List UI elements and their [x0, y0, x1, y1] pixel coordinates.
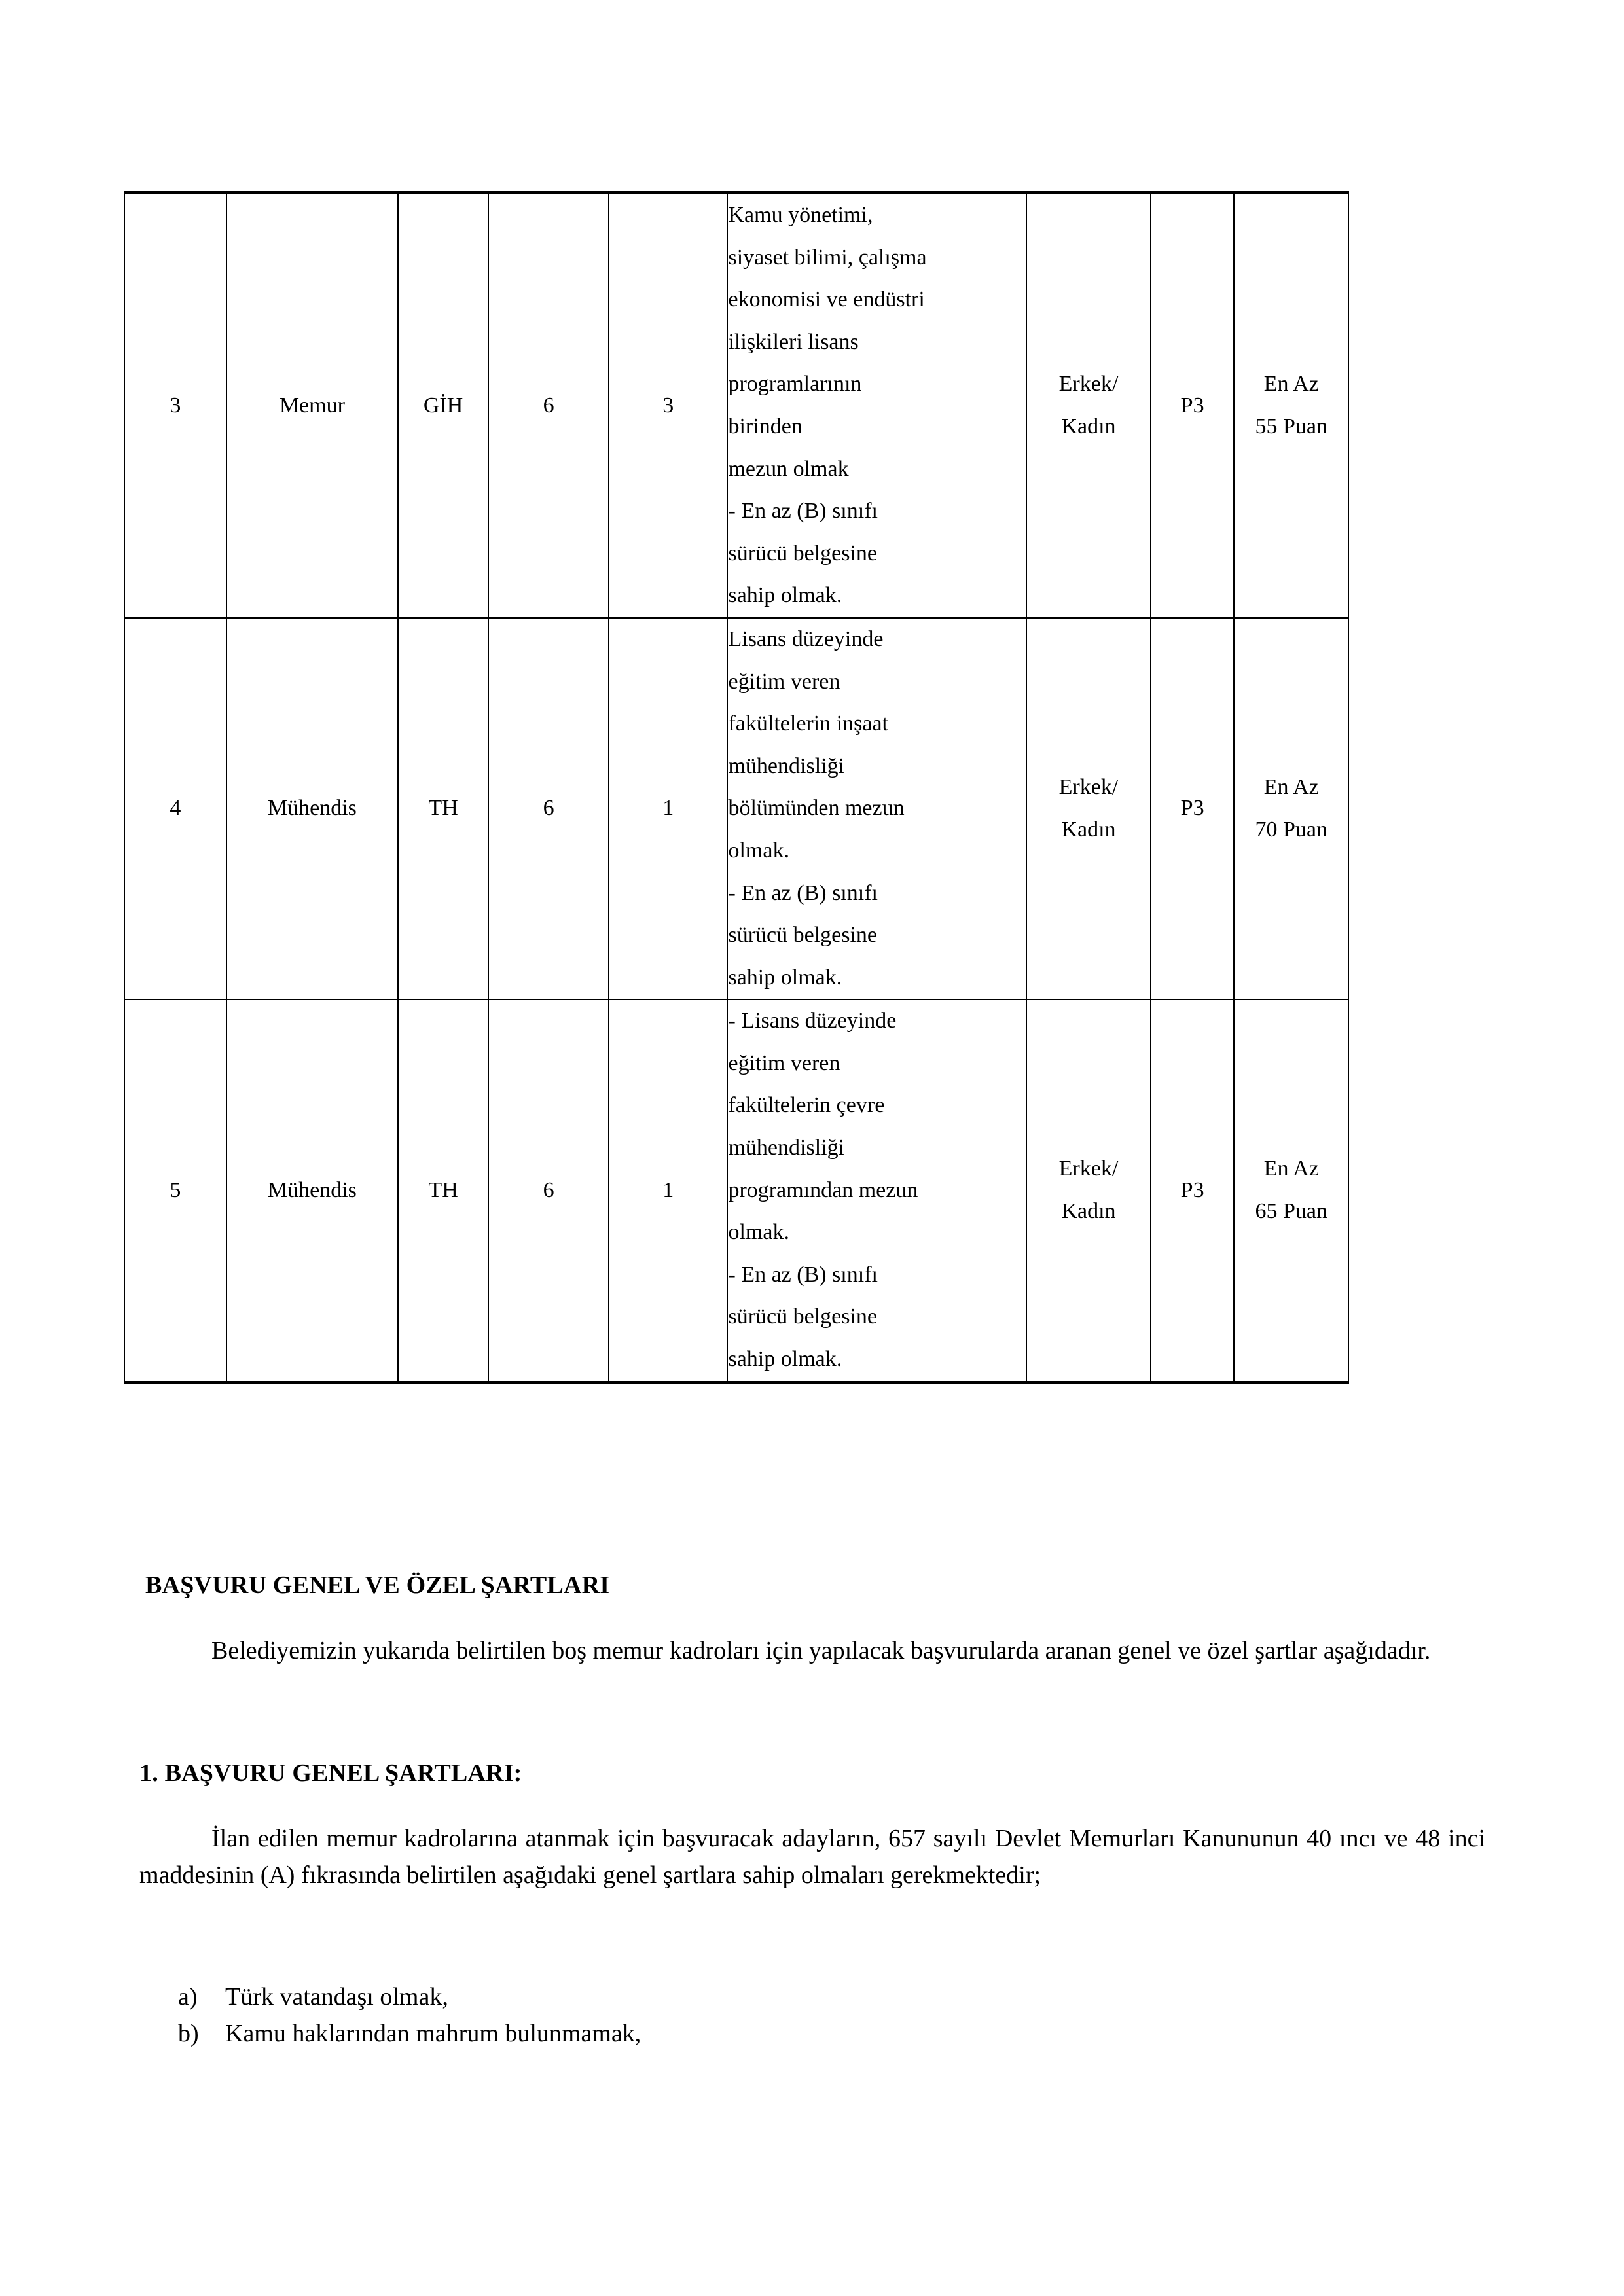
nitelik-line: programından mezun: [728, 1177, 918, 1202]
nitelik-line: sürücü belgesine: [728, 1304, 878, 1329]
nitelik-line: mühendisliği: [728, 753, 845, 778]
list-item: [178, 2016, 641, 2053]
nitelik-line: olmak.: [728, 1220, 789, 1245]
cinsiyet-line: Kadın: [1061, 414, 1116, 439]
cell-unvan: Mühendis: [226, 618, 398, 999]
section-heading-basvuru-genel-sartlari: 1. BAŞVURU GENEL ŞARTLARI:: [139, 1759, 522, 1787]
nitelik-line: programlarının: [728, 372, 862, 397]
table-row: [124, 618, 1348, 999]
cell-cinsiyet: [1026, 193, 1151, 618]
puan-line: En Az: [1263, 372, 1319, 397]
cell-derece: 6: [488, 618, 609, 999]
list-item-marker: b): [178, 2019, 199, 2047]
nitelik-line: mühendisliği: [728, 1136, 845, 1160]
nitelik-line: - Lisans düzeyinde: [728, 1009, 897, 1033]
puan-line: En Az: [1263, 775, 1319, 800]
puan-line: 70 Puan: [1255, 817, 1327, 842]
cinsiyet-line: Erkek/: [1058, 775, 1119, 800]
nitelik-line: olmak.: [728, 838, 789, 863]
cell-kpss-puani: [1234, 999, 1348, 1382]
list-item: [178, 1979, 641, 2016]
nitelik-line: sahip olmak.: [728, 583, 842, 608]
list-item-label: Kamu haklarından mahrum bulunmamak,: [225, 2019, 641, 2047]
cell-puan-turu: P3: [1151, 193, 1235, 618]
nitelik-line: fakültelerin çevre: [728, 1093, 885, 1118]
cell-kpss-puani: [1234, 193, 1348, 618]
table-row: [124, 999, 1348, 1382]
paragraph-ilan-edilen: İlan edilen memur kadrolarına atanmak için başvuracak adayların, 657 sayılı Devlet Memurları Kanununun 40 ıncı ve 48 inci maddesinin (A) fıkrasında belirtilen aşağıdaki genel şartlara sahip olmaları gerekmektedir;: [139, 1825, 1485, 1889]
nitelik-line: bölümünden mezun: [728, 796, 905, 821]
nitelik-line: Lisans düzeyinde: [728, 626, 884, 651]
genel-sartlar-list: [178, 1979, 641, 2053]
table-row: [124, 193, 1348, 618]
section-heading-basvuru-genel-ve-ozel-sartlari: BAŞVURU GENEL VE ÖZEL ŞARTLARI: [145, 1571, 610, 1599]
cell-derece: 6: [488, 999, 609, 1382]
cell-nitelikler: [727, 193, 1026, 618]
puan-line: En Az: [1263, 1157, 1319, 1181]
cell-nitelikler: [727, 618, 1026, 999]
cell-derece: 6: [488, 193, 609, 618]
nitelik-line: eğitim veren: [728, 1050, 840, 1075]
cell-sira-no: 4: [124, 618, 226, 999]
nitelik-line: sürücü belgesine: [728, 541, 878, 565]
nitelik-line: birinden: [728, 414, 803, 439]
puan-line: 55 Puan: [1255, 414, 1327, 439]
cell-sira-no: 5: [124, 999, 226, 1382]
cell-adet: 1: [609, 618, 727, 999]
cell-adet: 1: [609, 999, 727, 1382]
nitelik-line: sürücü belgesine: [728, 923, 878, 948]
cinsiyet-line: Erkek/: [1058, 1157, 1119, 1181]
cell-sinif: TH: [398, 618, 488, 999]
cell-cinsiyet: [1026, 618, 1151, 999]
nitelik-line: ilişkileri lisans: [728, 329, 859, 354]
nitelik-line: - En az (B) sınıfı: [728, 880, 878, 905]
nitelik-line: eğitim veren: [728, 669, 840, 694]
nitelik-line: sahip olmak.: [728, 1347, 842, 1372]
cinsiyet-line: Kadın: [1061, 817, 1116, 842]
cell-nitelikler: [727, 999, 1026, 1382]
kadro-table-container: [124, 191, 1349, 1384]
cell-adet: 3: [609, 193, 727, 618]
list-item-marker: a): [178, 1983, 198, 2011]
nitelik-line: ekonomisi ve endüstri: [728, 287, 925, 312]
cell-sinif: TH: [398, 999, 488, 1382]
cell-unvan: Memur: [226, 193, 398, 618]
nitelik-line: - En az (B) sınıfı: [728, 499, 878, 524]
nitelik-line: siyaset bilimi, çalışma: [728, 245, 927, 270]
nitelik-line: - En az (B) sınıfı: [728, 1262, 878, 1287]
kadro-table-body: [124, 193, 1348, 1383]
cell-sira-no: 3: [124, 193, 226, 618]
nitelik-line: mezun olmak: [728, 456, 849, 481]
paragraph-belediyemizin: Belediyemizin yukarıda belirtilen boş memur kadroları için yapılacak başvurularda aranan genel ve özel şartlar aşağıdadır.: [211, 1637, 1431, 1664]
cell-cinsiyet: [1026, 999, 1151, 1382]
list-item-label: Türk vatandaşı olmak,: [225, 1983, 448, 2011]
kadro-table: [124, 191, 1349, 1384]
cinsiyet-line: Erkek/: [1058, 372, 1119, 397]
cell-unvan: Mühendis: [226, 999, 398, 1382]
cell-puan-turu: P3: [1151, 618, 1235, 999]
cell-puan-turu: P3: [1151, 999, 1235, 1382]
cinsiyet-line: Kadın: [1061, 1198, 1116, 1223]
nitelik-line: sahip olmak.: [728, 965, 842, 990]
nitelik-line: fakültelerin inşaat: [728, 711, 888, 736]
puan-line: 65 Puan: [1255, 1198, 1327, 1223]
cell-sinif: GİH: [398, 193, 488, 618]
cell-kpss-puani: [1234, 618, 1348, 999]
nitelik-line: Kamu yönetimi,: [728, 203, 873, 227]
